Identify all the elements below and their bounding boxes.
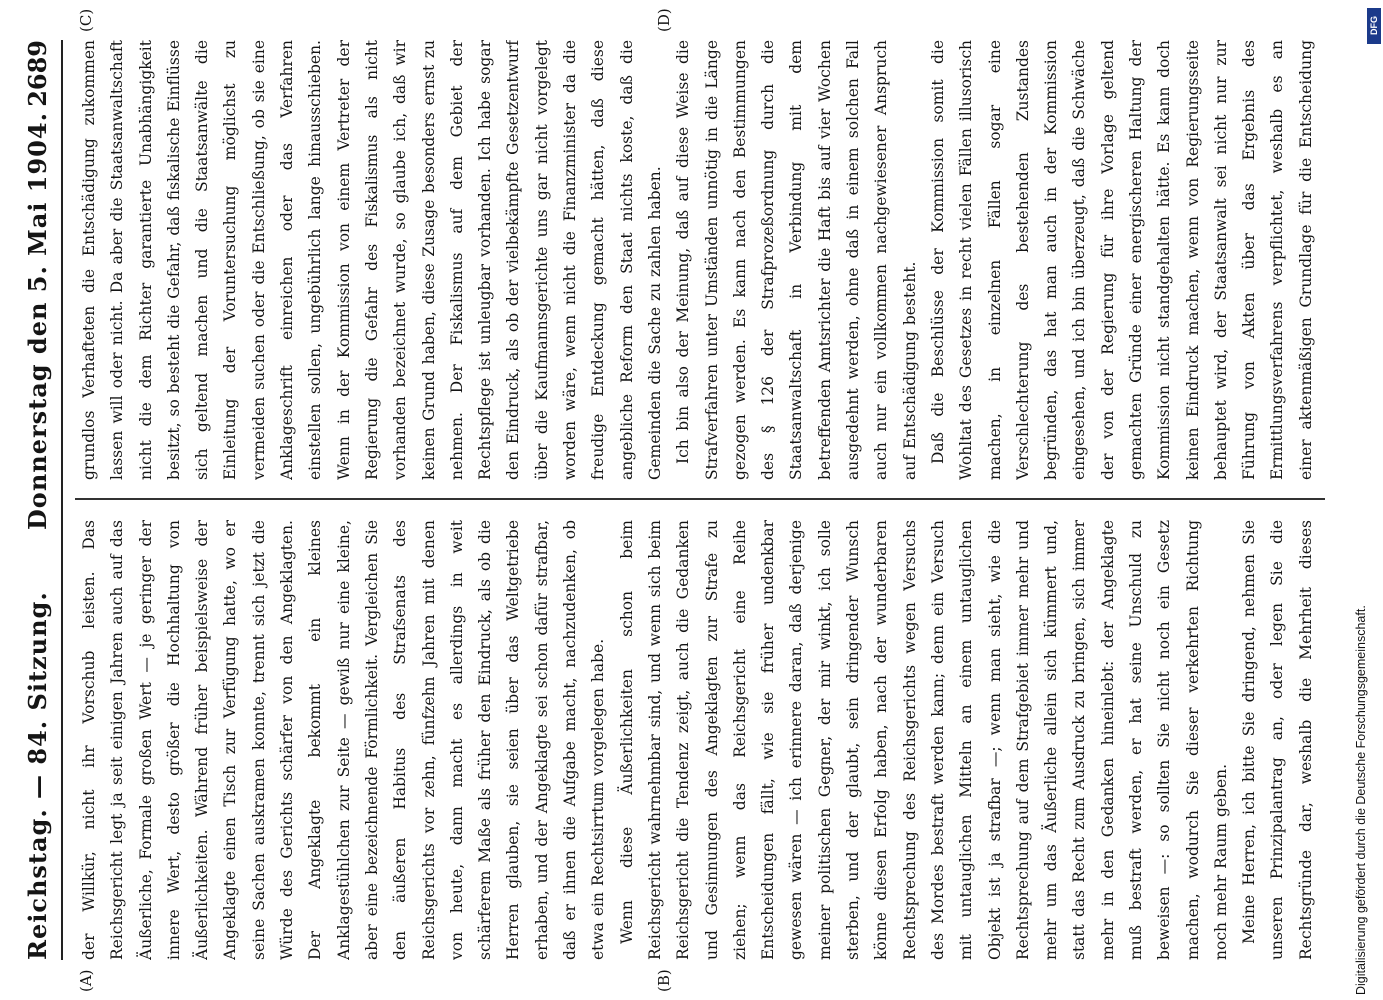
dfg-logo-icon: DFG — [1367, 8, 1381, 44]
header-left: Reichstag. — 84. Sitzung. — [23, 591, 52, 960]
paragraph: Wenn diese Äußerlichkeiten schon beim Reichsgericht wahrnehmbar sind, und wenn sich beim Reichsgericht die Tendenz zeigt, auch die Gedanken und Gesinnungen des Angeklagten zur Strafe zu ziehen; wenn das Reichsgericht eine Reihe Entscheidungen fällt, wie sie früher undenkbar gewesen wären — ich erinnere daran, daß derjenige meiner politischen Gegner, der mir winkt, ich solle sterben, und der glaubt, sein dringender Wunsch könne diesen Erfolg haben, nach der wunderbaren Rechtsprechung des Reichsgerichts wegen Versuchs des Mordes bestraft werden kann; denn ein Versuch mit untauglichen Mitteln an einem untauglichen Objekt ist ja strafbar —; wenn man sieht, wie die Rechtsprechung auf dem Strafgebiet immer mehr und mehr um das Äußerliche allein sich kümmert und, statt das Recht zum Ausdruck zu bringen, sich immer mehr in den Gedanken hineinlebt: der Angeklagte muß bestraft werden, er hat seine Unschuld zu beweisen —: so sollten Sie nicht noch ein Gesetz machen, wodurch Sie dieser verkehrten Richtung noch mehr Raum geben. — [617, 520, 1230, 960]
column-divider — [75, 498, 1325, 500]
right-column — [75, 40, 1325, 480]
paragraph: Daß die Beschlüsse der Kommission somit die Wohltat des Gesetzes in recht vielen Fällen illusorisch machen, in einzelnen Fällen sogar eine Verschlechterung des bestehenden Zustandes begründen, das hat man auch in der Kommission eingesehen, und ich bin überzeugt, daß die Schwäche der von der Regierung für ihre Vorlage geltend gemachten Gründe einer energischeren Haltung der Kommission nicht standgehalten hätte. Es kann doch keinen Eindruck machen, wenn von Regierungsseite behauptet wird, der Staatsanwalt sei nicht nur zur Führung von Akten über das Ergebnis des Ermittlungsverfahrens verpflichtet, weshalb es an einer aktenmäßigen Grundlage für die Entscheidung — [928, 40, 1315, 480]
marker-a: (A) — [77, 969, 95, 992]
paragraph: Ich bin also der Meinung, daß auf diese Weise die Strafverfahren unter Umständen unnötig in die Länge gezogen werden. Es kann nach den Bestimmungen des § 126 der Strafprozeßordnung durch die Staatsanwaltschaft in Verbindung mit dem betreffenden Amtsrichter die Haft bis auf vier Wochen ausgedehnt werden, ohne daß in einem solchen Fall auch nur ein vollkommen nachgewiesener Anspruch auf Entschädigung besteht. — [674, 40, 919, 480]
paragraph: der Willkür, nicht ihr Vorschub leisten. Das Reichsgericht legt ja seit einigen Jahren auch auf das Äußerliche, Formale großen Wert — je geringer der innere Wert, desto größer die Hochhaltung von Äußerlichkeiten. Während früher beispielsweise der Angeklagte einen Tisch zur Verfügung hatte, wo er seine Sachen auskramen konnte, trennt sich jetzt die Würde des Gerichts schärfer von den Angeklagten. Der Angeklagte bekommt ein kleines Anklagestühlchen zur Seite — gewiß nur eine kleine, aber eine bezeichnende Förmlichkeit. Vergleichen Sie den äußeren Habitus des Strafsenats des Reichsgerichts vor zehn, fünfzehn Jahren mit denen von heute, dann macht es allerdings in weit schärferem Maße als früher den Eindruck, als ob die Herren glauben, sie seien über das Weltgetriebe erhaben, und der Angeklagte sei schon dafür strafbar, daß er ihnen die Aufgabe macht, nachzudenken, ob etwa ein Rechtsirrtum vorgelegen habe. — [80, 520, 608, 960]
paragraph: grundlos Verhafteten die Entschädigung zukommen lassen will oder nicht. Da aber die Staatsanwaltschaft nicht die dem Richter garantierte Unabhängigkeit besitzt, so besteht die Gefahr, daß fiskalische Einflüsse sich geltend machen und die Staatsanwälte die Einleitung der Voruntersuchung möglichst zu vermeiden suchen oder die Entschließung, ob sie eine Anklageschrift einreichen oder das Verfahren einstellen sollen, ungebührlich lange hinausschieben. Wenn in der Kommission von einem Vertreter der Regierung die Gefahr des Fiskalismus als nicht vorhanden bezeichnet wurde, so glaube ich, daß wir keinen Grund haben, diese Zusage besonders ernst zu nehmen. Der Fiskalismus auf dem Gebiet der Rechtspflege ist unleugbar vorhanden. Ich habe sogar den Eindruck, als ob der vielbekämpfte Gesetzentwurf über die Kaufmannsgerichte uns gar nicht vorgelegt worden wäre, wenn nicht die Finanzminister da die freudige Entdeckung gemacht hätten, daß diese angebliche Reform den Staat nichts koste, daß die Gemeinden die Sache zu zahlen haben. — [80, 40, 664, 480]
header-date: Donnerstag den 5. Mai 1904. — [23, 112, 52, 530]
credit-text: Digitalisierung gefördert durch die Deutsche Forschungsgemeinschaft. — [1354, 605, 1368, 995]
left-column — [75, 520, 1325, 960]
marker-b: (B) — [655, 969, 673, 992]
marker-c: (C) — [77, 8, 95, 32]
page-number: 2689 — [23, 40, 52, 107]
rotated-page-content — [15, 0, 1345, 1000]
digitization-credit — [1346, 0, 1376, 995]
paragraph: Meine Herren, ich bitte Sie dringend, nehmen Sie unseren Prinzipalantrag an, oder legen Sie die Rechtsgründe dar, weshalb die Mehrheit dieses — [1240, 520, 1315, 960]
marker-d: (D) — [655, 8, 673, 32]
